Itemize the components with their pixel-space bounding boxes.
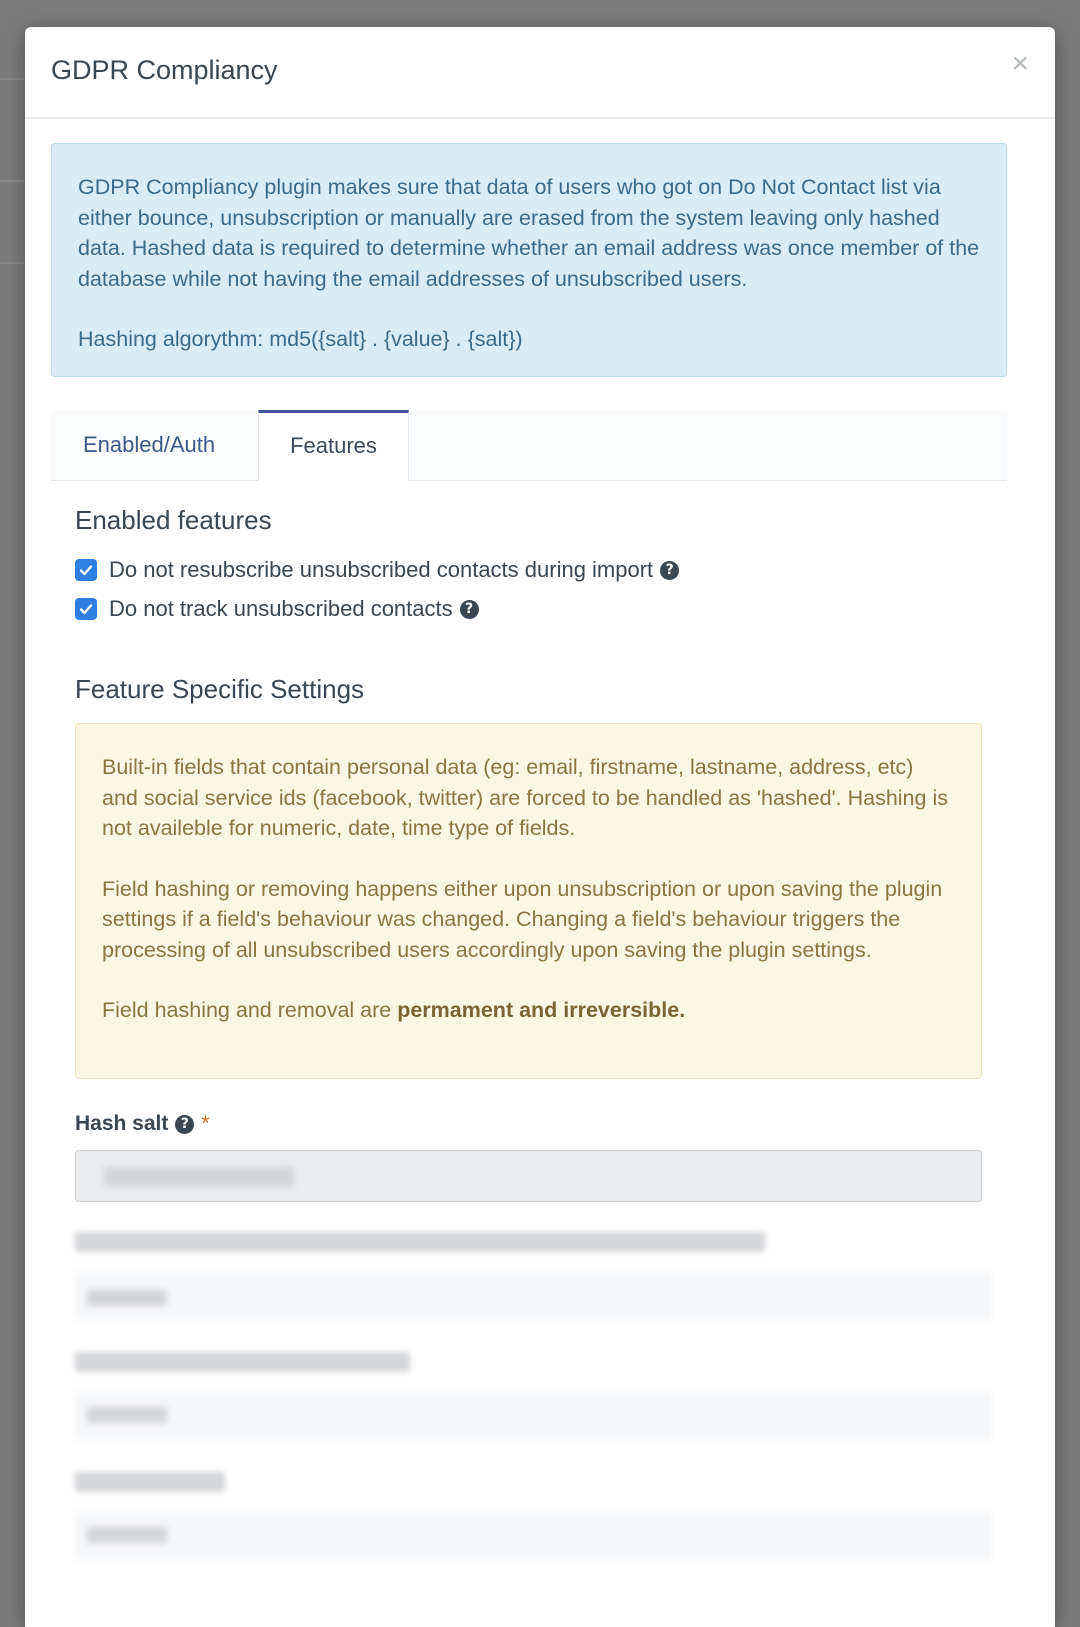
warning-paragraph: Field hashing and removal are permament and irreversible. [102, 998, 686, 1022]
info-description: GDPR Compliancy plugin makes sure that data of users who got on Do Not Contact list via either bounce, unsubscription or manually are erased from the system leaving only hashed data. Hashed data is required to determine whether an email address was once member of the database while not having the email addresses of unsubscribed users. [78, 175, 980, 291]
tab-bar [51, 410, 1007, 481]
warning-paragraph: Field hashing or removing happens either upon unsubscription or upon saving the plugin settings if a field's behaviour was changed. Changing a field's behaviour triggers the processing of all unsubscribed users accordingly upon saving the plugin settings. [102, 876, 943, 962]
feature-row-no-track[interactable] [75, 596, 479, 622]
checkbox-no-track[interactable] [75, 598, 97, 620]
redacted-value [87, 1527, 167, 1543]
gdpr-modal [25, 27, 1055, 1627]
warning-alert [75, 723, 982, 1079]
redacted-field[interactable] [75, 1272, 992, 1320]
redacted-label [75, 1232, 765, 1252]
redacted-label [75, 1472, 225, 1492]
info-hashing-algorithm: Hashing algorythm: md5({salt} . {value} . {salt}) [78, 327, 523, 351]
modal-title: GDPR Compliancy [51, 55, 278, 85]
question-circle-icon[interactable]: ? [175, 1115, 194, 1134]
redacted-value [87, 1290, 167, 1306]
feature-row-no-resubscribe[interactable] [75, 557, 679, 583]
required-marker: * [201, 1112, 210, 1135]
redacted-value [104, 1167, 294, 1187]
tab-features[interactable]: Features [258, 410, 409, 481]
question-circle-icon[interactable]: ? [660, 561, 679, 580]
enabled-features-heading: Enabled features [75, 505, 272, 535]
feature-settings-heading: Feature Specific Settings [75, 674, 365, 704]
tab-enabled-auth[interactable]: Enabled/Auth [83, 432, 216, 457]
modal-header [25, 27, 1055, 119]
hash-salt-input[interactable] [75, 1150, 982, 1202]
info-alert [51, 143, 1007, 377]
redacted-field[interactable] [75, 1512, 992, 1560]
redacted-label [75, 1352, 410, 1372]
warning-emphasis: permament and irreversible. [397, 998, 686, 1022]
checkmark-icon [78, 562, 94, 578]
redacted-value [87, 1407, 167, 1423]
question-circle-icon[interactable]: ? [460, 600, 479, 619]
hash-salt-label: Hash salt ? * [75, 1112, 210, 1135]
close-icon[interactable]: × [1011, 47, 1029, 80]
checkbox-label[interactable]: Do not track unsubscribed contacts [109, 596, 453, 621]
checkmark-icon [78, 601, 94, 617]
redacted-field[interactable] [75, 1392, 992, 1440]
checkbox-no-resubscribe[interactable] [75, 559, 97, 581]
checkbox-label[interactable]: Do not resubscribe unsubscribed contacts during import [109, 557, 654, 582]
warning-paragraph: Built-in fields that contain personal data (eg: email, firstname, lastname, address, etc) and social service ids (facebook, twitter) are forced to be handled as 'hashed'. Hashing is not availeble for numeric, date, time type of fields. [102, 755, 948, 840]
